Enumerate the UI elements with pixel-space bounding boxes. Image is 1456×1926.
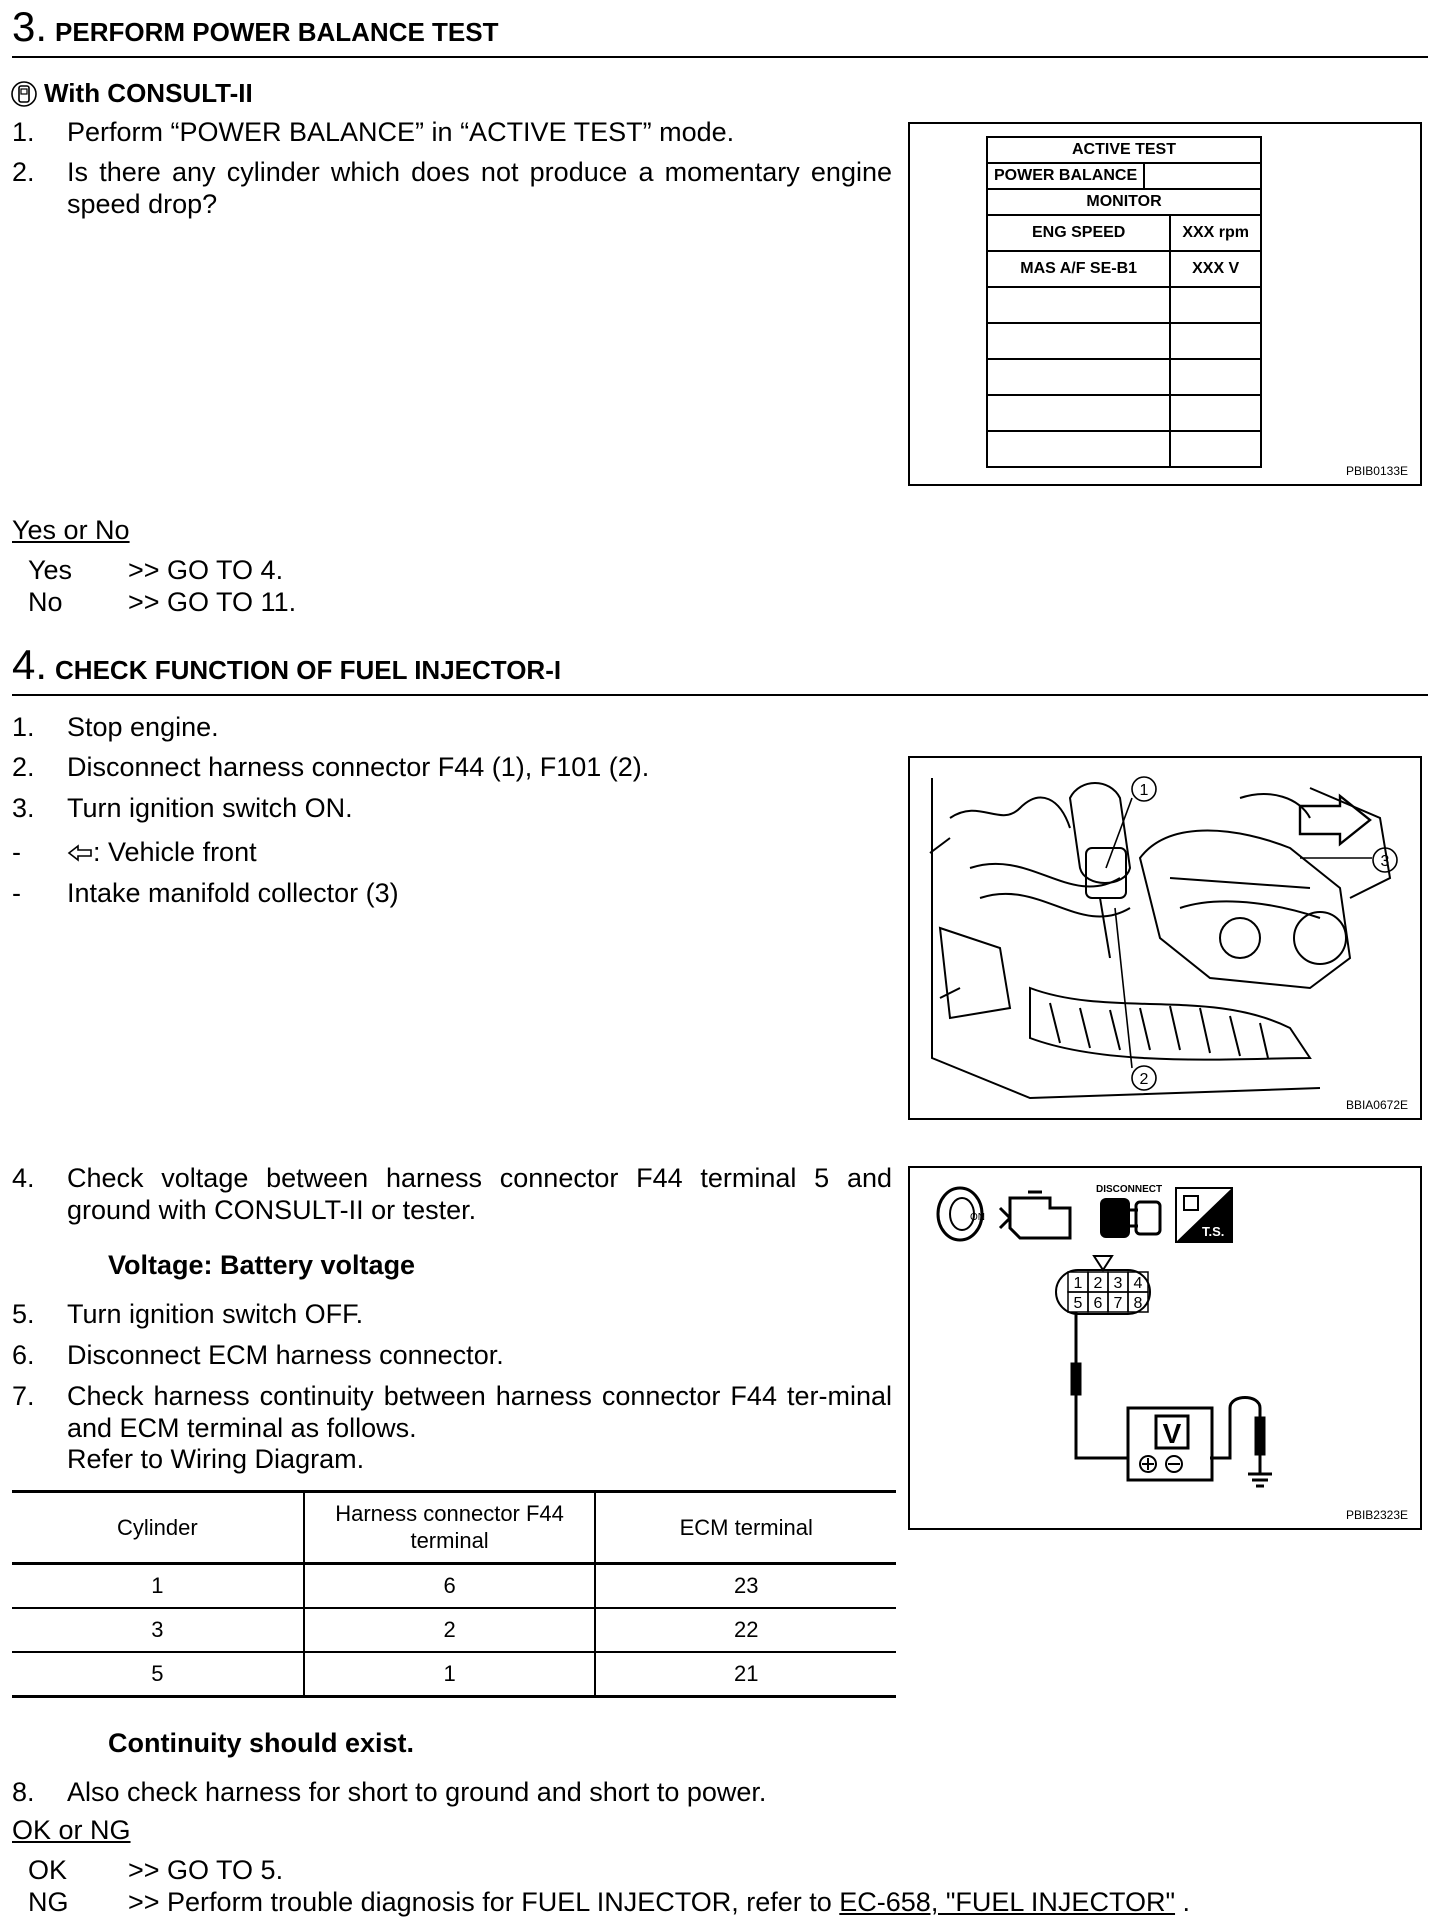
with-consult-label xyxy=(10,78,253,109)
active-test-screen xyxy=(986,136,1262,468)
item-text: Also check harness for short to ground and short to power. xyxy=(67,1777,767,1807)
continuity-spec: Continuity should exist. xyxy=(108,1728,415,1758)
answer-no-action: >> GO TO 11. xyxy=(128,587,297,617)
ng-action-text: >> Perform trouble diagnosis for FUEL INJECTOR, refer to xyxy=(128,1887,840,1917)
screen-row-value: XXX rpm xyxy=(1170,215,1261,251)
svg-text:2: 2 xyxy=(1093,1275,1103,1292)
svg-text:DISCONNECT: DISCONNECT xyxy=(1096,1184,1163,1195)
ok-or-ng-label: OK or NG xyxy=(12,1815,131,1845)
item-number: 7. xyxy=(12,1381,35,1411)
table-header-cell: Cylinder xyxy=(12,1492,304,1564)
item-number: 4. xyxy=(12,1163,35,1193)
item-text: Check voltage between harness connector F44 terminal 5 and ground with CONSULT-II or tester. xyxy=(67,1163,892,1225)
svg-text:6: 6 xyxy=(1093,1295,1103,1312)
item-number: 1. xyxy=(12,712,35,742)
svg-text:3: 3 xyxy=(1113,1275,1123,1292)
vehicle-front-arrow-icon xyxy=(67,843,93,863)
step4-title: CHECK FUNCTION OF FUEL INJECTOR-I xyxy=(55,655,562,685)
item-text: Turn ignition switch OFF. xyxy=(67,1299,364,1329)
answer-yes-action: >> GO TO 4. xyxy=(128,555,284,585)
disconnect-icon xyxy=(1096,1184,1162,1238)
table-header-cell: Harness connector F44 terminal xyxy=(304,1492,596,1564)
figure-code: PBIB0133E xyxy=(1345,464,1408,478)
step3-heading xyxy=(12,3,499,50)
svg-text:T.S.: T.S. xyxy=(1202,1224,1225,1239)
engine-bay-figure xyxy=(908,756,1422,1120)
screen-row-label: ENG SPEED xyxy=(987,215,1170,251)
item-text: Disconnect ECM harness connector. xyxy=(67,1340,504,1370)
table-cell: 23 xyxy=(595,1564,896,1609)
table-cell: 22 xyxy=(595,1608,896,1652)
item-text: Turn ignition switch ON. xyxy=(67,793,353,823)
table-cell: 1 xyxy=(12,1564,304,1609)
item-number: 1. xyxy=(12,117,35,147)
voltage-check-illustration xyxy=(910,1168,1420,1528)
connector-f44 xyxy=(1056,1256,1150,1314)
step3-rule xyxy=(12,56,1428,58)
table-row xyxy=(12,1564,896,1609)
table-cell: 6 xyxy=(304,1564,596,1609)
table-cell: 3 xyxy=(12,1608,304,1652)
step3-title: PERFORM POWER BALANCE TEST xyxy=(55,17,499,47)
continuity-table xyxy=(12,1492,896,1698)
svg-text:4: 4 xyxy=(1133,1275,1143,1292)
voltage-spec: Voltage: Battery voltage xyxy=(108,1250,416,1280)
step4-number: 4. xyxy=(12,641,48,688)
active-test-figure xyxy=(908,122,1422,486)
item-number: 6. xyxy=(12,1340,35,1370)
ng-action-tail: . xyxy=(1175,1887,1191,1917)
step4-rule xyxy=(12,694,1428,696)
step4-heading xyxy=(12,641,562,688)
item-number: 5. xyxy=(12,1299,35,1329)
engine-bay-illustration xyxy=(910,758,1420,1118)
answer-ok-key: OK xyxy=(28,1855,68,1885)
item-number: 8. xyxy=(12,1777,35,1807)
svg-text:8: 8 xyxy=(1133,1295,1143,1312)
callout-2: 2 xyxy=(1139,1071,1149,1088)
answer-ok-action: >> GO TO 5. xyxy=(128,1855,284,1885)
figure-code: PBIB2323E xyxy=(1345,1508,1408,1522)
callout-3: 3 xyxy=(1380,853,1390,870)
item-text: Stop engine. xyxy=(67,712,219,742)
note-text xyxy=(67,836,892,868)
screen-header: ACTIVE TEST xyxy=(987,137,1261,163)
svg-text:ON: ON xyxy=(970,1212,985,1223)
table-header-row xyxy=(12,1492,896,1564)
figure-code: BBIA0672E xyxy=(1345,1098,1408,1112)
answer-no-key: No xyxy=(28,587,63,617)
ignition-on-icon xyxy=(938,1188,985,1240)
screen-test-row xyxy=(987,163,1261,189)
table-cell: 1 xyxy=(304,1652,596,1697)
item-number: 2. xyxy=(12,157,35,187)
voltage-check-figure xyxy=(908,1166,1422,1530)
wiring-diagram-ref: Refer to Wiring Diagram. xyxy=(67,1444,365,1474)
screen-row-value: XXX V xyxy=(1170,251,1261,287)
test-spec-icon xyxy=(1176,1188,1232,1242)
vehicle-front-text: : Vehicle front xyxy=(93,837,257,867)
item-number: 3. xyxy=(12,793,35,823)
fuel-injector-ref-link[interactable]: EC-658, "FUEL INJECTOR" xyxy=(839,1887,1176,1917)
answer-ng-action xyxy=(128,1886,1190,1918)
table-row xyxy=(12,1652,896,1697)
item-text: Perform “POWER BALANCE” in “ACTIVE TEST” mode. xyxy=(67,117,735,147)
meter-terminals xyxy=(1140,1456,1182,1472)
voltmeter-v-label: V xyxy=(1162,1418,1182,1449)
table-cell: 5 xyxy=(12,1652,304,1697)
answer-yes-key: Yes xyxy=(28,555,73,585)
item-text: Check harness continuity between harness connector F44 ter-minal and ECM terminal as follows. xyxy=(67,1381,892,1443)
engine-stopped-icon xyxy=(1000,1192,1070,1238)
step3-number: 3. xyxy=(12,3,48,50)
note-dash: - xyxy=(12,878,21,908)
note-dash: - xyxy=(12,837,21,867)
screen-row-label: MAS A/F SE-B1 xyxy=(987,251,1170,287)
svg-text:1: 1 xyxy=(1073,1275,1083,1292)
table-cell: 2 xyxy=(304,1608,596,1652)
answer-ng-key: NG xyxy=(28,1887,69,1917)
with-consult-text: With CONSULT-II xyxy=(44,78,253,108)
item-text: Is there any cylinder which does not produce a momentary engine speed drop? xyxy=(67,157,892,219)
table-header-cell: ECM terminal xyxy=(595,1492,896,1564)
consult-icon xyxy=(10,80,38,108)
svg-text:7: 7 xyxy=(1113,1295,1123,1312)
table-row xyxy=(12,1608,896,1652)
screen-test-name: POWER BALANCE xyxy=(988,164,1145,188)
item-number: 2. xyxy=(12,752,35,782)
svg-text:5: 5 xyxy=(1073,1295,1083,1312)
item-text: Disconnect harness connector F44 (1), F101 (2). xyxy=(67,752,650,782)
yes-or-no-label: Yes or No xyxy=(12,515,130,545)
note-text: Intake manifold collector (3) xyxy=(67,878,399,908)
screen-monitor: MONITOR xyxy=(987,189,1261,215)
callout-1: 1 xyxy=(1139,782,1149,799)
table-cell: 21 xyxy=(595,1652,896,1697)
